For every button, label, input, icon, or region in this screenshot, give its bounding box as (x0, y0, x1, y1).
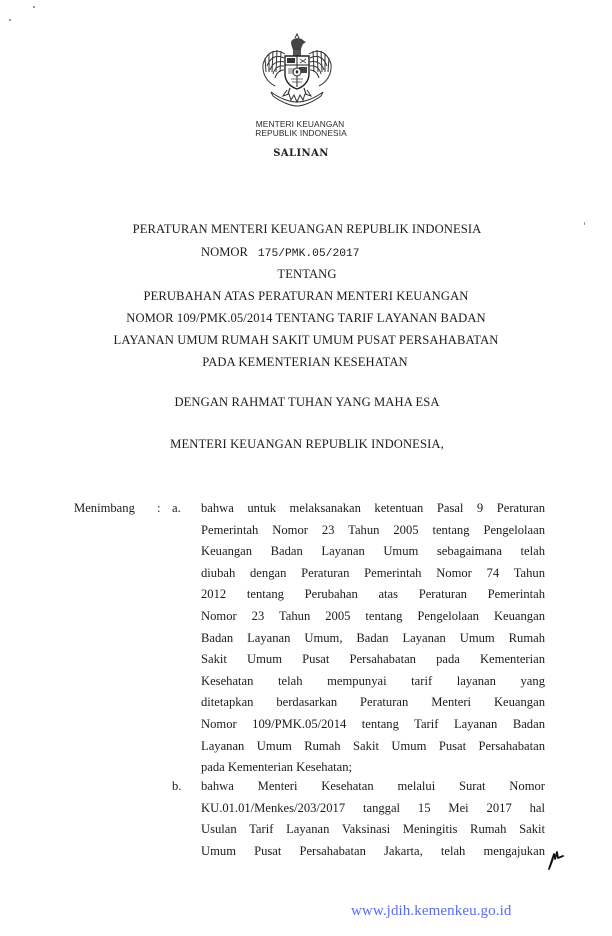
text-line: diubah dengan Peraturan Pemerintah Nomor 74 Tahun (201, 565, 545, 580)
scan-speck (33, 6, 35, 8)
copy-label: SALINAN (273, 148, 329, 159)
subject-line-1: PERUBAHAN ATAS PERATURAN MENTERI KEUANGAN (143, 289, 469, 303)
text-line: Keuangan Badan Layanan Umum sebagaimana telah (201, 544, 545, 559)
text-line: Sakit Umum Pusat Persahabatan pada Kementerian (201, 652, 545, 667)
paraf-initial-icon (546, 848, 566, 870)
institution-name: MENTERI KEUANGAN (255, 119, 345, 129)
institution-country: REPUBLIK INDONESIA (255, 128, 347, 138)
invocation: DENGAN RAHMAT TUHAN YANG MAHA ESA (174, 395, 440, 409)
jdih-website-link[interactable]: www.jdih.kemenkeu.go.id (351, 903, 512, 919)
issuer: MENTERI KEUANGAN REPUBLIK INDONESIA, (170, 437, 444, 451)
text-line: Usulan Tarif Layanan Vaksinasi Meningitis Rumah Sakit (201, 822, 545, 837)
text-line: Layanan Umum Rumah Sakit Umum Pusat Persahabatan (201, 738, 545, 753)
text-line: KU.01.01/Menkes/203/2017 tanggal 15 Mei 2017 hal (201, 800, 545, 815)
subject-line-4: PADA KEMENTERIAN KESEHATAN (202, 355, 408, 369)
text-line: Kesehatan telah mempunyai tarif layanan yang (201, 673, 545, 688)
consideration-item-b (201, 776, 545, 862)
subject-line-2: NOMOR 109/PMK.05/2014 TENTANG TARIF LAYANAN BADAN (126, 311, 486, 325)
tentang-heading: TENTANG (277, 267, 337, 281)
scan-speck (9, 19, 11, 21)
menimbang-colon: : (157, 501, 161, 515)
text-line: Nomor 109/PMK.05/2014 tentang Tarif Layanan Badan (201, 716, 545, 731)
item-marker-a: a. (172, 501, 181, 515)
garuda-emblem-icon (257, 32, 337, 112)
subject-line-3: LAYANAN UMUM RUMAH SAKIT UMUM PUSAT PERSAHABATAN (113, 333, 499, 347)
regulation-number (201, 245, 360, 260)
consideration-item-a (201, 498, 545, 779)
text-line: Nomor 23 Tahun 2005 tentang Pengelolaan Keuangan (201, 608, 545, 623)
nomor-value: 175/PMK.05/2017 (257, 248, 360, 260)
menimbang-label: Menimbang (74, 501, 135, 515)
nomor-label: NOMOR (201, 245, 248, 259)
text-line: pada Kementerian Kesehatan; (201, 760, 353, 775)
text-line: ditetapkan berdasarkan Peraturan Menteri Keuangan (201, 695, 545, 710)
text-line: bahwa untuk melaksanakan ketentuan Pasal 9 Peraturan (201, 501, 545, 515)
regulation-title: PERATURAN MENTERI KEUANGAN REPUBLIK INDONESIA (132, 222, 482, 236)
text-line: bahwa Menteri Kesehatan melalui Surat Nomor (201, 779, 545, 793)
text-line: Pemerintah Nomor 23 Tahun 2005 tentang Pengelolaan (201, 522, 545, 537)
item-marker-b: b. (172, 779, 182, 793)
text-line: Badan Layanan Umum, Badan Layanan Umum Rumah (201, 630, 545, 645)
text-line: 2012 tentang Perubahan atas Peraturan Pemerintah (201, 587, 545, 602)
text-line: Umum Pusat Persahabatan Jakarta, telah mengajukan (201, 843, 545, 858)
